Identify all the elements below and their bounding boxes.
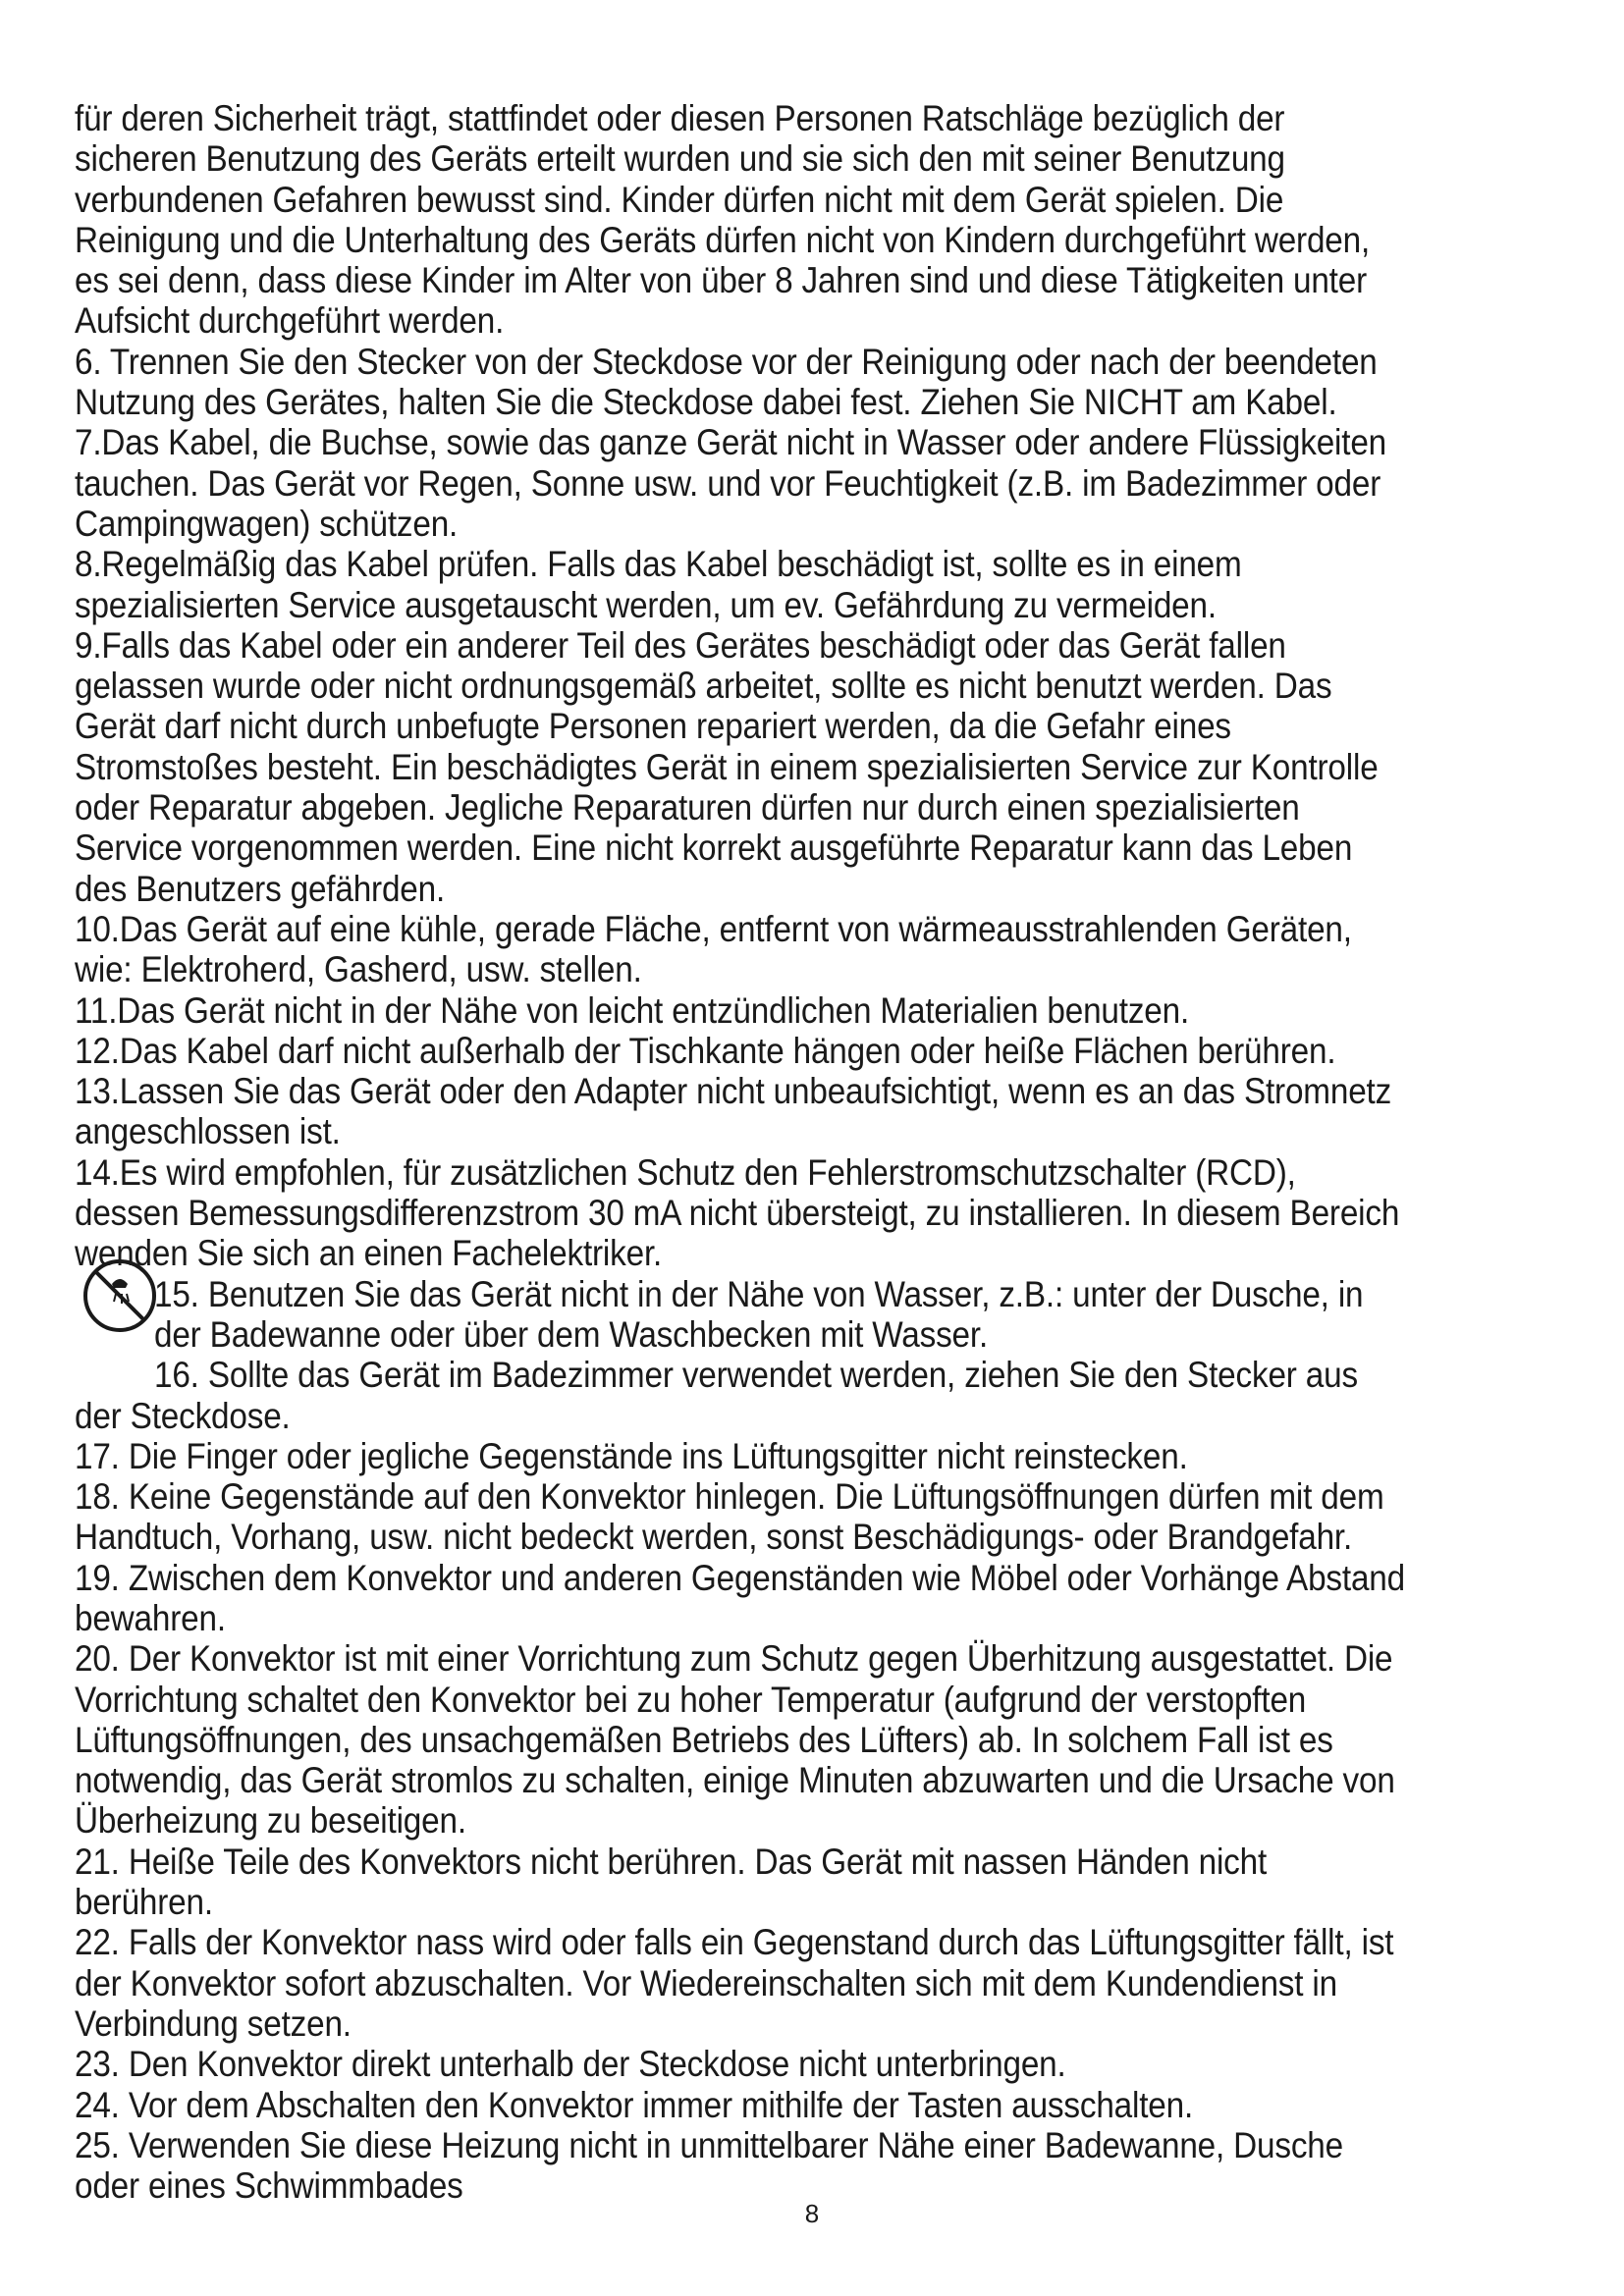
text-line: wie: Elektroherd, Gasherd, usw. stellen. (75, 949, 642, 990)
text-line: bewahren. (75, 1597, 226, 1638)
text-line: notwendig, das Gerät stromlos zu schalten, einige Minuten abzuwarten und die Ursache von (75, 1760, 1395, 1801)
text-line: Campingwagen) schützen. (75, 503, 459, 544)
text-line: 13.Lassen Sie das Gerät oder den Adapter nicht unbeaufsichtigt, wenn es an das Stromnetz (75, 1071, 1392, 1112)
page-number: 8 (804, 2199, 820, 2228)
text-line: gelassen wurde oder nicht ordnungsgemäß arbeitet, sollte es nicht benutzt werden. Das (75, 666, 1332, 707)
no-water-shower-icon (81, 1256, 159, 1335)
text-line: 23. Den Konvektor direkt unterhalb der Steckdose nicht unterbringen. (75, 2044, 1066, 2085)
text-line: für deren Sicherheit trägt, stattfindet oder diesen Personen Ratschläge bezüglich der (75, 98, 1285, 138)
text-line: es sei denn, dass diese Kinder im Alter von über 8 Jahren sind und diese Tätigkeiten unter (75, 260, 1367, 301)
text-line: Handtuch, Vorhang, usw. nicht bedeckt werden, sonst Beschädigungs- oder Brandgefahr. (75, 1517, 1353, 1558)
text-line: 18. Keine Gegenstände auf den Konvektor hinlegen. Die Lüftungsöffnungen dürfen mit dem (75, 1476, 1384, 1518)
text-line: Vorrichtung schaltet den Konvektor bei zu hoher Temperatur (aufgrund der verstopften (75, 1679, 1307, 1720)
text-line: Lüftungsöffnungen, des unsachgemäßen Betriebs des Lüfters) ab. In solchem Fall ist es (75, 1719, 1333, 1760)
text-line: Reinigung und die Unterhaltung des Geräts dürfen nicht von Kindern durchgeführt werden, (75, 219, 1371, 260)
text-line: berühren. (75, 1882, 213, 1923)
text-line: Nutzung des Gerätes, halten Sie die Steckdose dabei fest. Ziehen Sie NICHT am Kabel. (75, 382, 1337, 423)
text-line: 9.Falls das Kabel oder ein anderer Teil des Gerätes beschädigt oder das Gerät fallen (75, 624, 1286, 666)
text-line: 17. Die Finger oder jegliche Gegenstände ins Lüftungsgitter nicht reinstecken. (75, 1435, 1188, 1476)
text-line: Überheizung zu beseitigen. (75, 1800, 466, 1842)
text-line: angeschlossen ist. (75, 1111, 341, 1152)
text-line: der Steckdose. (75, 1395, 291, 1436)
text-line: 7.Das Kabel, die Buchse, sowie das ganze Gerät nicht in Wasser oder andere Flüssigkeiten (75, 422, 1387, 463)
text-line: 12.Das Kabel darf nicht außerhalb der Tischkante hängen oder heiße Flächen berühren. (75, 1030, 1336, 1071)
text-line: Aufsicht durchgeführt werden. (75, 300, 505, 342)
text-line: tauchen. Das Gerät vor Regen, Sonne usw. und vor Feuchtigkeit (z.B. im Badezimmer oder (75, 462, 1381, 504)
text-line: 16. Sollte das Gerät im Badezimmer verwendet werden, ziehen Sie den Stecker aus (154, 1355, 1358, 1396)
text-line: 15. Benutzen Sie das Gerät nicht in der Nähe von Wasser, z.B.: unter der Dusche, in (154, 1273, 1364, 1314)
paragraphs-before-icon (75, 98, 1418, 1274)
paragraphs-with-icon (75, 1274, 1418, 1396)
text-line: 22. Falls der Konvektor nass wird oder falls ein Gegenstand durch das Lüftungsgitter fällt, ist (75, 1922, 1394, 1963)
text-line: 19. Zwischen dem Konvektor und anderen Gegenständen wie Möbel oder Vorhänge Abstand (75, 1557, 1405, 1598)
text-line: 21. Heiße Teile des Konvektors nicht berühren. Das Gerät mit nassen Händen nicht (75, 1841, 1268, 1882)
text-line: 25. Verwenden Sie diese Heizung nicht in unmittelbarer Nähe einer Badewanne, Dusche (75, 2124, 1343, 2165)
text-line: Verbindung setzen. (75, 2002, 352, 2044)
text-line: dessen Bemessungsdifferenzstrom 30 mA nicht übersteigt, zu installieren. In diesem Bereich (75, 1193, 1400, 1234)
text-line: 10.Das Gerät auf eine kühle, gerade Fläche, entfernt von wärmeausstrahlenden Geräten, (75, 908, 1352, 949)
text-line: 14.Es wird empfohlen, für zusätzlichen Schutz den Fehlerstromschutzschalter (RCD), (75, 1151, 1296, 1193)
paragraphs-after-icon (75, 1396, 1418, 2207)
text-line: Stromstoßes besteht. Ein beschädigtes Gerät in einem spezialisierten Service zur Kontrolle (75, 746, 1379, 787)
text-line: wenden Sie sich an einen Fachelektriker. (75, 1233, 663, 1274)
text-line: 11.Das Gerät nicht in der Nähe von leicht entzündlichen Materialien benutzen. (75, 989, 1190, 1031)
manual-text (75, 98, 1418, 2206)
text-line: 6. Trennen Sie den Stecker von der Steckdose vor der Reinigung oder nach der beendeten (75, 341, 1378, 382)
text-line: 8.Regelmäßig das Kabel prüfen. Falls das Kabel beschädigt ist, sollte es in einem (75, 544, 1242, 585)
text-line: Gerät darf nicht durch unbefugte Personen repariert werden, da die Gefahr eines (75, 706, 1231, 747)
text-line: verbundenen Gefahren bewusst sind. Kinder dürfen nicht mit dem Gerät spielen. Die (75, 179, 1284, 220)
text-line: Service vorgenommen werden. Eine nicht korrekt ausgeführte Reparatur kann das Leben (75, 828, 1353, 869)
text-line: spezialisierten Service ausgetauscht werden, um ev. Gefährdung zu vermeiden. (75, 584, 1217, 625)
text-line: oder eines Schwimmbades (75, 2165, 463, 2207)
text-line: oder Reparatur abgeben. Jegliche Reparaturen dürfen nur durch einen spezialisierten (75, 787, 1300, 828)
text-line: der Konvektor sofort abzuschalten. Vor Wiedereinschalten sich mit dem Kundendienst in (75, 1962, 1337, 2003)
text-line: des Benutzers gefährden. (75, 868, 446, 909)
text-line: 20. Der Konvektor ist mit einer Vorrichtung zum Schutz gegen Überhitzung ausgestattet. Die (75, 1638, 1393, 1680)
text-line: der Badewanne oder über dem Waschbecken mit Wasser. (154, 1313, 989, 1355)
text-line: sicheren Benutzung des Geräts erteilt wurden und sie sich den mit seiner Benutzung (75, 138, 1285, 180)
text-line: 24. Vor dem Abschalten den Konvektor immer mithilfe der Tasten ausschalten. (75, 2084, 1194, 2125)
